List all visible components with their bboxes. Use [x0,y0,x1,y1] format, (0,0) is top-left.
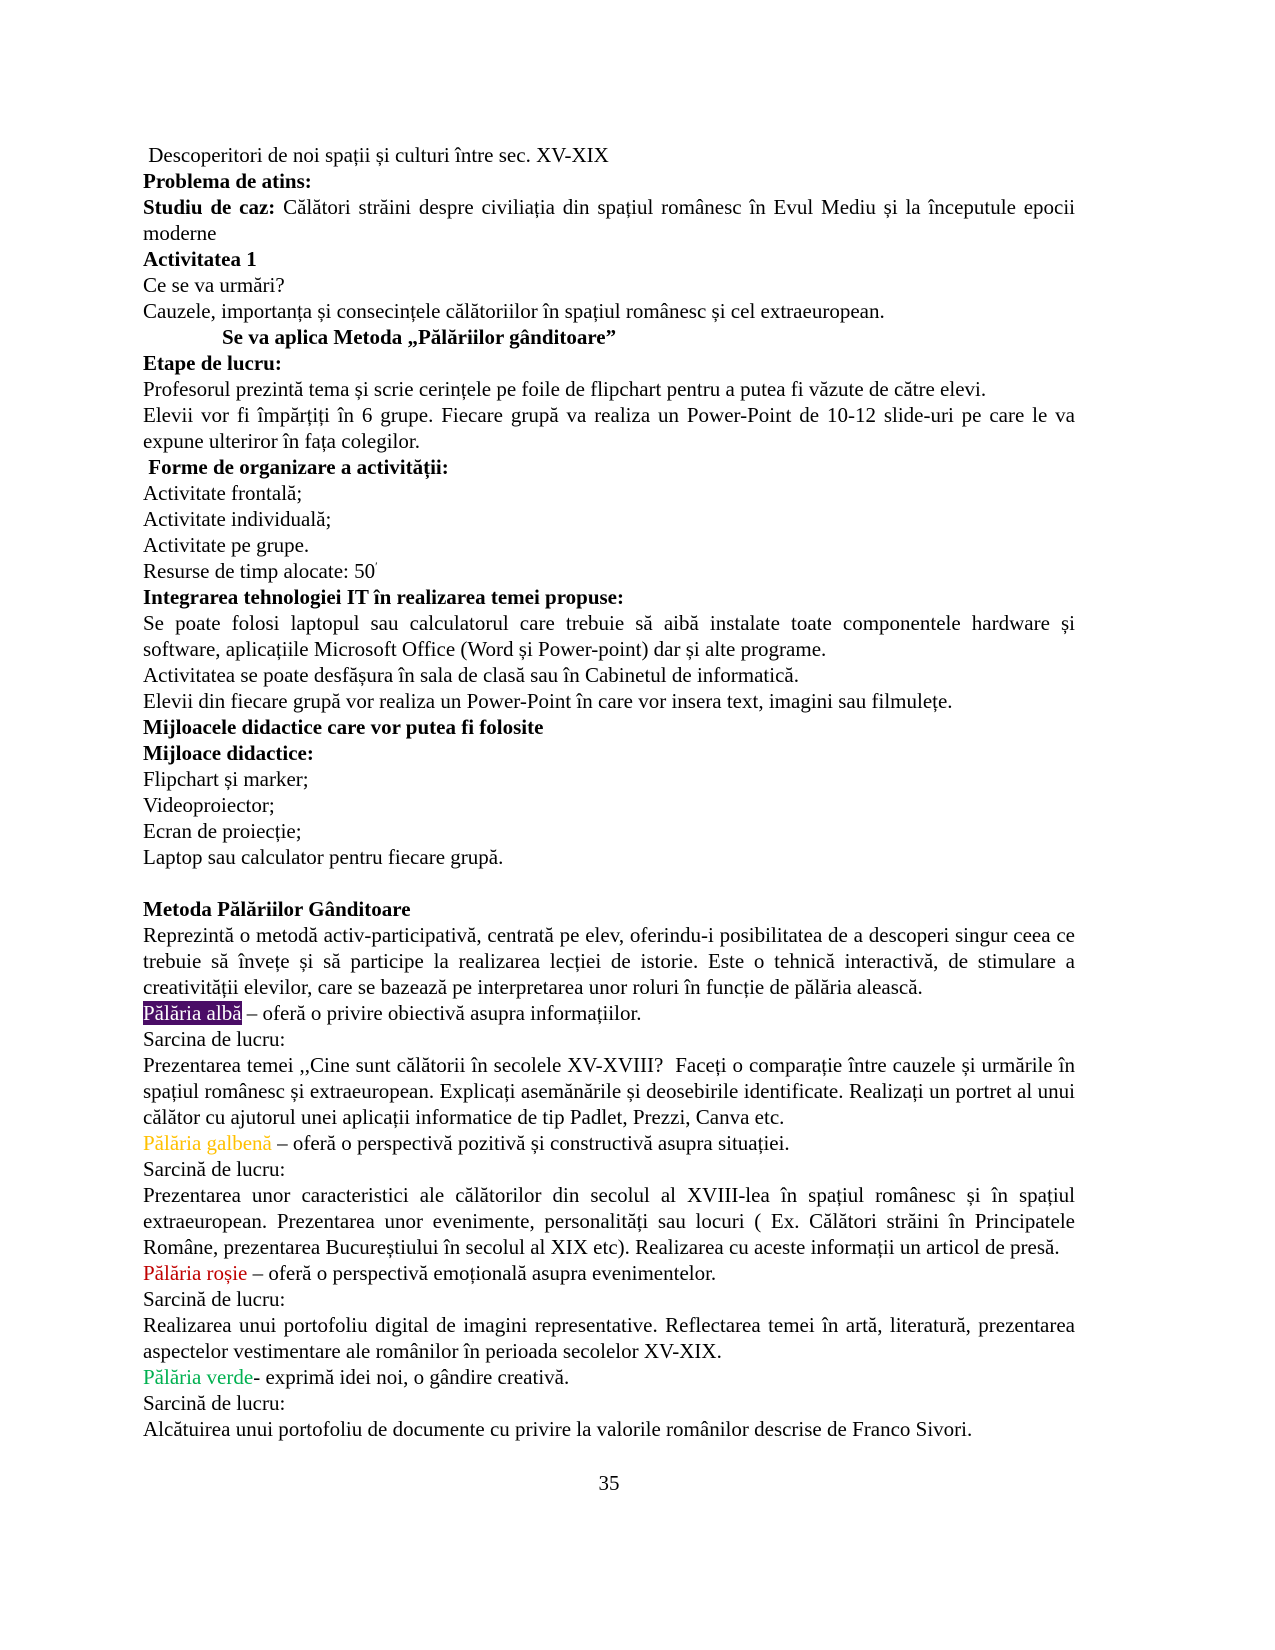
text-run: Sarcină de lucru: [143,1157,286,1181]
paragraph [143,1416,1075,1442]
text-run: Sarcină de lucru: [143,1391,286,1415]
text-run: Realizarea unui portofoliu digital de imagini representative. Reflectarea temei în artă, literatură, prezentarea aspectelor vestimentare ale românilor în perioada secolelor XV-XIX. [143,1313,1081,1363]
text-run-bold: Integrarea tehnologiei IT în realizarea temei propuse: [143,585,625,609]
text-run-bold: Etape de lucru: [143,351,282,375]
paragraph [143,662,1075,688]
paragraph [143,506,1075,532]
text-run: Sarcină de lucru: [143,1287,286,1311]
text-run: Activitatea se poate desfășura în sala de clasă sau în Cabinetul de informatică. [143,663,799,687]
paragraph [143,1156,1075,1182]
text-run: Călători străini despre civiliația din spațiul românesc în Evul Mediu și la începutule epocii moderne [143,195,1081,245]
paragraph [143,896,1075,922]
text-run-bold: Mijloace didactice: [143,741,314,765]
paragraph [143,1390,1075,1416]
paragraph [143,1260,1075,1286]
text-run-bold: Mijloacele didactice care vor putea fi folosite [143,715,544,739]
text-run: Resurse de timp alocate: 50 [143,559,376,583]
text-run: - exprimă idei noi, o gândire creativă. [253,1365,570,1389]
text-run: Cauzele, importanța și consecințele călătoriilor în spațiul românesc și cel extraeuropean. [143,299,885,323]
text-run: Alcătuirea unui portofoliu de documente cu privire la valorile românilor descrise de Franco Sivori. [143,1417,973,1441]
paragraph [143,402,1081,454]
text-run-superscript: ′ [375,561,378,573]
text-run: Elevii vor fi împărțiți în 6 grupe. Fiecare grupă va realiza un Power-Point de 10-12 slide-uri pe care le va expune ulteriror în fața colegilor. [143,403,1081,453]
text-run-red: Pălăria roșie [143,1261,248,1285]
text-run: Profesorul prezintă tema și scrie cerințele pe foile de flipchart pentru a putea fi văzute de către elevi. [143,377,987,401]
text-run: Prezentarea temei ,,Cine sunt călătorii în secolele XV-XVIII? Faceți o comparație între cauzele și urmările în spațiul românesc și extraeuropean. Explicați asemănările și deosebirile identificate. Realizați un portret al unui călător cu ajutorul unei aplicații informatice de tip Padlet, Prezzi, Canva etc. [143,1053,1081,1129]
paragraph [143,298,1075,324]
paragraph [143,194,1081,246]
paragraph [143,142,1075,168]
text-run: Ecran de proiecție; [143,819,302,843]
paragraph [143,376,1075,402]
paragraph [143,766,1075,792]
text-run: Elevii din fiecare grupă vor realiza un Power-Point în care vor insera text, imagini sau filmulețe. [143,689,953,713]
paragraph [143,1052,1081,1130]
text-run-bold: Activitatea 1 [143,247,257,271]
text-run: Activitate individuală; [143,507,332,531]
paragraph [143,1026,1075,1052]
text-run-bold: Studiu de caz: [143,195,276,219]
paragraph [143,740,1075,766]
blank-line [143,870,1075,896]
page-number: 35 [598,1471,620,1495]
text-run: Descoperitori de noi spații și culturi între sec. XV-XIX [143,143,609,167]
text-run: Videoproiector; [143,793,275,817]
paragraph [143,480,1075,506]
text-run-bold: Metoda Pălăriilor Gânditoare [143,897,411,921]
text-run: Prezentarea unor caracteristici ale călătorilor din secolul al XVIII-lea în spațiul românesc și în spațiul extraeuropean. Prezentarea unor evenimente, personalități sau locuri ( Ex. Călători străini în Principatele Române, prezentarea Bucureștiului în secolul al XIX etc). Realizarea cu aceste informații un articol de presă. [143,1183,1081,1259]
text-run-bold: Forme de organizare a activității: [143,455,449,479]
paragraph [143,272,1075,298]
text-run: – oferă o perspectivă pozitivă și constructivă asupra situației. [271,1131,790,1155]
text-run: – oferă o perspectivă emoțională asupra evenimentelor. [247,1261,717,1285]
text-run: – oferă o privire obiectivă asupra informațiilor. [241,1001,642,1025]
paragraph [143,168,1075,194]
text-run: Activitate pe grupe. [143,533,310,557]
paragraph [143,246,1075,272]
text-run: Sarcina de lucru: [143,1027,286,1051]
paragraph [143,922,1081,1000]
text-run: Reprezintă o metodă activ-participativă, centrată pe elev, oferindu-i posibilitatea de a descoperi singur ceea ce trebuie să învețe și să participe la realizarea lecției de istorie. Este o tehnică interactivă, de stimulare a creativității elevilor, care se bazează pe interpretarea unor roluri în funcție de pălăria alească. [143,923,1081,999]
text-run-green: Pălăria verde [143,1365,254,1389]
paragraph [143,610,1081,662]
text-run-highlight-purple: Pălăria albă [143,1001,242,1025]
text-run-bold: Problema de atins: [143,169,312,193]
paragraph [143,1286,1075,1312]
paragraph [143,818,1075,844]
paragraph [143,350,1075,376]
text-run: Activitate frontală; [143,481,303,505]
text-run: Laptop sau calculator pentru fiecare grupă. [143,845,504,869]
paragraph [143,324,1075,350]
paragraph [143,1130,1075,1156]
paragraph [143,584,1075,610]
paragraph [143,1312,1081,1364]
paragraph [143,1000,1075,1026]
paragraph [143,714,1075,740]
paragraph [143,558,1075,584]
paragraph [143,1364,1075,1390]
text-run-yellow: Pălăria galbenă [143,1131,272,1155]
text-run: Se poate folosi laptopul sau calculatorul care trebuie să aibă instalate toate componentele hardware și software, aplicațiile Microsoft Office (Word și Power-point) dar și alte programe. [143,611,1081,661]
text-run-bold: Se va aplica Metoda „Pălăriilor gânditoare” [222,325,617,349]
paragraph [143,844,1075,870]
paragraph [143,454,1075,480]
paragraph [143,1182,1081,1260]
paragraph [143,688,1075,714]
document-body [143,142,1081,1442]
paragraph [143,792,1075,818]
paragraph [143,532,1075,558]
text-run: Flipchart și marker; [143,767,309,791]
text-run: Ce se va urmări? [143,273,285,297]
